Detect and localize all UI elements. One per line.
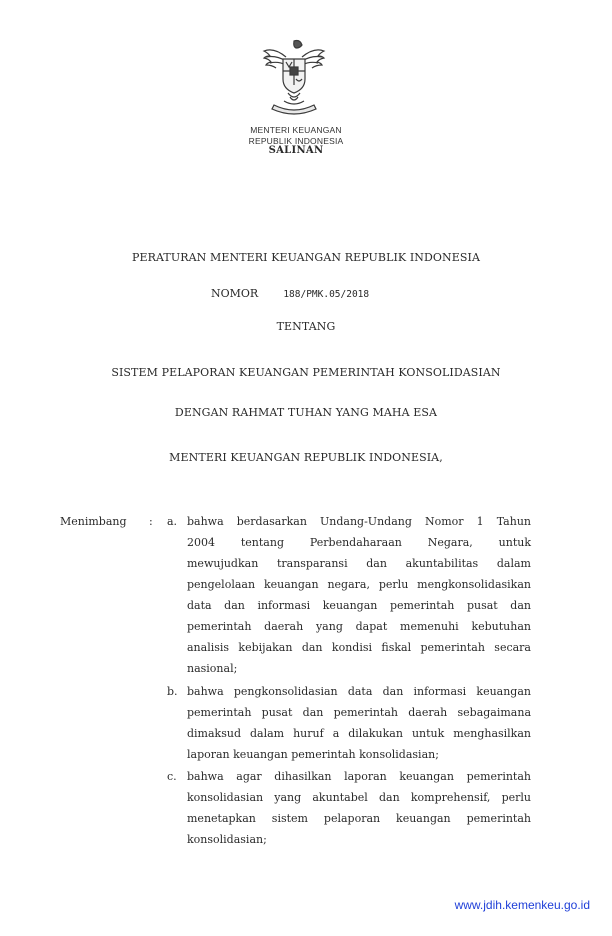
salinan-stamp: SALINAN	[268, 145, 324, 156]
text-line: dimaksud dalam huruf a dilakukan untuk menghasilkan	[187, 727, 531, 740]
text-line: data dan informasi keuangan pemerintah pusat dan	[187, 599, 531, 612]
text-line: mewujudkan transparansi dan akuntabilitas dalam	[187, 557, 531, 570]
regulation-title: PERATURAN MENTERI KEUANGAN REPUBLIK INDONESIA	[131, 251, 481, 264]
text-line: bahwa berdasarkan Undang-Undang Nomor 1 Tahun	[187, 515, 531, 528]
jdih-website-link[interactable]: www.jdih.kemenkeu.go.id	[454, 898, 590, 912]
regulation-subject: SISTEM PELAPORAN KEUANGAN PEMERINTAH KONSOLIDASIAN	[111, 366, 501, 379]
nomor-line	[211, 282, 369, 301]
text-line: konsolidasian yang akuntabel dan komprehensif, perlu	[187, 791, 531, 804]
text-line: nasional;	[187, 662, 238, 675]
text-line: pemerintah daerah yang dapat memenuhi kebutuhan	[187, 620, 531, 633]
blessing-line: DENGAN RAHMAT TUHAN YANG MAHA ESA	[174, 406, 438, 419]
nomor-label: NOMOR	[211, 287, 259, 300]
ministry-line-1: MENTERI KEUANGAN	[250, 125, 342, 135]
text-line: bahwa pengkonsolidasian data dan informasi keuangan	[187, 685, 531, 698]
nomor-value: 188/PMK.05/2018	[283, 289, 370, 300]
text-line: analisis kebijakan dan kondisi fiskal pemerintah secara	[187, 641, 531, 654]
tentang-heading: TENTANG	[276, 320, 336, 333]
text-line: menetapkan sistem pelaporan keuangan pemerintah	[187, 812, 531, 825]
text-line: pemerintah pusat dan pemerintah daerah sebagaimana	[187, 706, 531, 719]
text-line: pengelolaan keuangan negara, perlu mengkonsolidasikan	[187, 578, 531, 591]
menimbang-label: Menimbang	[60, 515, 127, 528]
ministry-line-2: REPUBLIK INDONESIA	[248, 136, 344, 146]
text-line: 2004 tentang Perbendaharaan Negara, untuk	[187, 536, 531, 549]
garuda-emblem-icon	[256, 35, 332, 119]
considerans-item-b	[187, 681, 531, 765]
considerans-item-c	[187, 766, 531, 850]
item-marker: b.	[167, 685, 178, 698]
item-marker: a.	[167, 515, 178, 528]
menimbang-colon: :	[149, 515, 153, 528]
text-line: bahwa agar dihasilkan laporan keuangan pemerintah	[187, 770, 531, 783]
text-line: konsolidasian;	[187, 833, 267, 846]
minister-line: MENTERI KEUANGAN REPUBLIK INDONESIA,	[169, 451, 443, 464]
item-marker: c.	[167, 770, 177, 783]
considerans-item-a	[187, 511, 531, 679]
text-line: laporan keuangan pemerintah konsolidasian;	[187, 748, 439, 761]
